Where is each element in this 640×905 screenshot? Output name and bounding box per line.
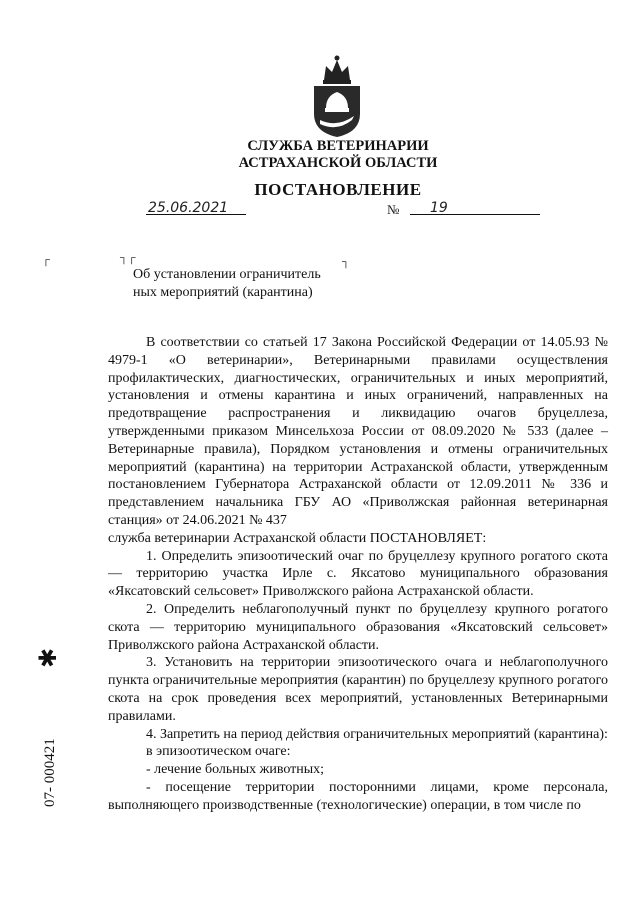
organization-name-line2: АСТРАХАНСКОЙ ОБЛАСТИ xyxy=(238,155,438,171)
stamp-asterisk: ✱ xyxy=(34,647,62,668)
document-type-title: ПОСТАНОВЛЕНИЕ xyxy=(254,180,422,199)
corner-mark-subject-right: ┐ xyxy=(342,256,350,268)
date-underline xyxy=(146,214,246,215)
decree-line: служба ветеринарии Астраханской области ПОСТАНОВЛЯЕТ: xyxy=(108,530,487,546)
corner-mark-left: ┌ xyxy=(42,254,50,266)
item-2: 2. Определить неблагополучный пункт по бруцеллезу крупного рогатого скота — территорию муниципального образования «Яксатовский сельсовет» Приволжского района Астраханской области. xyxy=(108,601,608,653)
item-4-subheading: в эпизоотическом очаге: xyxy=(146,744,291,760)
document-number: 19 xyxy=(430,200,448,216)
item-1: 1. Определить эпизоотический очаг по бруцеллезу крупного рогатого скота — территорию участка Ирле с. Яксатово муниципального образования «Яксатовский сельсовет» Приволжского района Астраханской области. xyxy=(108,548,608,600)
item-4-bullet-a: - лечение больных животных; xyxy=(146,762,325,778)
item-4-bullet-b: - посещение территории посторонними лицами, кроме персонала, выполняющего производственные (технологические) операции, в том числе по xyxy=(108,779,608,813)
preamble-paragraph: В соответствии со статьей 17 Закона Российской Федерации от 14.05.93 № 4979-1 «О ветеринарии», Ветеринарными правилами осуществления профилактических, диагностических, ограничительных и иных мероприятий, установления и отмены карантина и иных ограничений, направленных на предотвращение распространения и ликвидацию очагов бруцеллеза, утвержденными приказом Минсельхоза России от 08.09.2020 № 533 (далее – Ветеринарные правила), Порядком установления и отмены ограничительных мероприятий (карантина) на территории Астраханской области, утвержденным постановлением Губернатора Астраханской области от 12.09.2011 № 336 и представлением начальника ГБУ АО «Приволжская районная ветеринарная станция» от 24.06.2021 № 437 xyxy=(108,335,608,528)
number-sign: № xyxy=(387,202,400,217)
item-4: 4. Запретить на период действия ограничительных мероприятий (карантина): xyxy=(146,726,608,742)
registration-stamp xyxy=(28,642,68,812)
registration-stamp-text: 07- 000421 xyxy=(42,738,58,807)
coat-of-arms-emblem xyxy=(308,54,366,138)
item-3: 3. Установить на территории эпизоотического очага и неблагополучного пункта ограничительные мероприятия (карантин) по бруцеллезу крупного рогатого скота на срок проведения всех мероприятий, установленных Ветеринарными правилами. xyxy=(108,655,608,724)
document-body xyxy=(108,334,608,815)
subject-line2: ных мероприятий (карантина) xyxy=(133,285,313,300)
subject-line1: Об установлении ограничитель xyxy=(133,267,321,282)
document-subject xyxy=(133,266,363,302)
number-underline xyxy=(410,214,540,215)
organization-name-line1: СЛУЖБА ВЕТЕРИНАРИИ xyxy=(247,138,429,154)
corner-mark-subject-left: ┐┌ xyxy=(120,252,136,264)
document-date: 25.06.2021 xyxy=(148,200,229,216)
